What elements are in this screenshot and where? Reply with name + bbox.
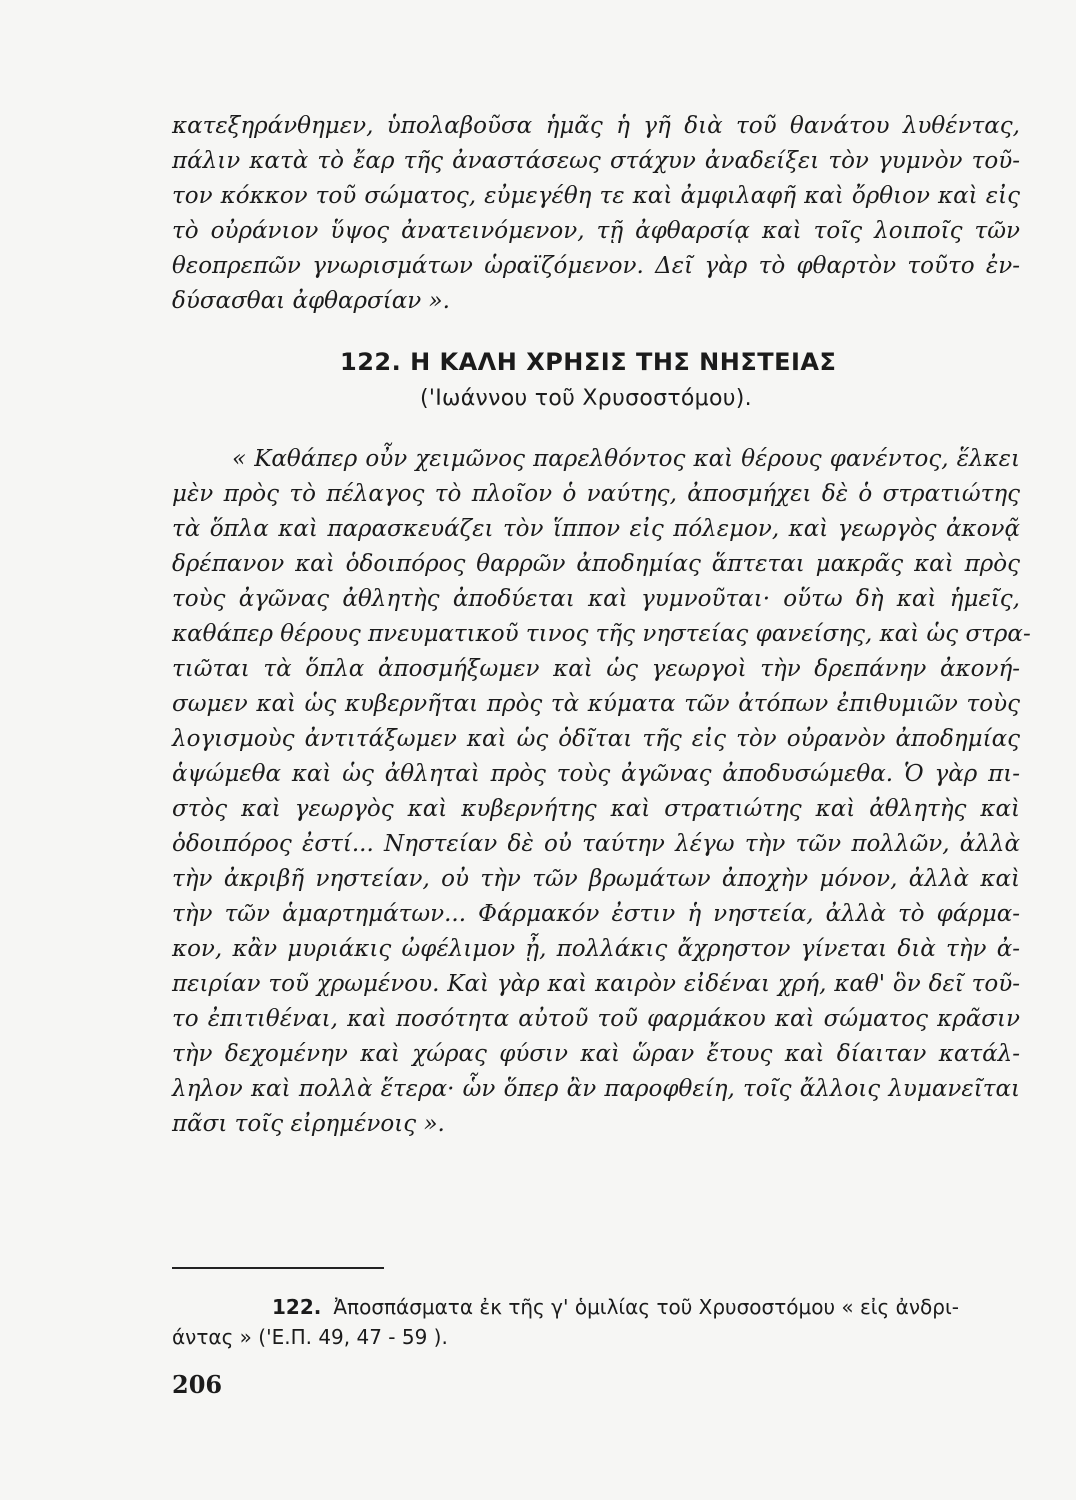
paragraph-2-line: στὸς καὶ γεωργὸς καὶ κυβερνήτης καὶ στρατιώτης καὶ ἀθλητὴς καὶ <box>172 796 1020 822</box>
paragraph-2-line: τὴν δεχομένην καὶ χώρας φύσιν καὶ ὥραν ἔτους καὶ δίαιταν κατάλ- <box>172 1041 1020 1067</box>
paragraph-2-line: λογισμοὺς ἀντιτάξωμεν καὶ ὡς ὁδῖται τῆς εἰς τὸν οὐρανὸν ἀποδημίας <box>172 726 1020 752</box>
footnote-separator <box>172 1267 384 1269</box>
paragraph-2-line: πειρίαν τοῦ χρωμένου. Καὶ γὰρ καὶ καιρὸν εἰδέναι χρή, καθ' ὃν δεῖ τοῦ- <box>172 971 1020 997</box>
paragraph-2-line: τοὺς ἀγῶνας ἀθλητὴς ἀποδύεται καὶ γυμνοῦται· οὕτω δὴ καὶ ἡμεῖς, <box>172 586 1020 612</box>
paragraph-2-line: τὴν ἀκριβῆ νηστείαν, οὐ τὴν τῶν βρωμάτων ἀποχὴν μόνον, ἀλλὰ καὶ <box>172 866 1020 892</box>
footnote-number: 122. <box>272 1295 322 1319</box>
footnote-text: Ἀποσπάσματα ἐκ τῆς γ' ὁμιλίας τοῦ Χρυσοστόμου « εἰς ἀνδρι- <box>333 1295 959 1319</box>
page-number: 206 <box>172 1370 223 1399</box>
paragraph-1-line: πάλιν κατὰ τὸ ἔαρ τῆς ἀναστάσεως στάχυν ἀναδείξει τὸν γυμνὸν τοῦ- <box>172 148 1020 174</box>
paragraph-2-line: κον, κἂν μυριάκις ὠφέλιμον ᾖ, πολλάκις ἄχρηστον γίνεται διὰ τὴν ἀ- <box>172 936 1020 962</box>
section-subheading: ('Ιωάννου τοῦ Χρυσοστόμου). <box>420 386 752 411</box>
paragraph-1-line: τον κόκκον τοῦ σώματος, εὐμεγέθη τε καὶ ἀμφιλαφῆ καὶ ὄρθιον καὶ εἰς <box>172 183 1020 209</box>
paragraph-2-line: σωμεν καὶ ὡς κυβερνῆται πρὸς τὰ κύματα τῶν ἀτόπων ἐπιθυμιῶν τοὺς <box>172 691 1020 717</box>
paragraph-2-line: το ἐπιτιθέναι, καὶ ποσότητα αὐτοῦ τοῦ φαρμάκου καὶ σώματος κρᾶσιν <box>172 1006 1020 1032</box>
section-heading: 122. Η ΚΑΛΗ ΧΡΗΣΙΣ ΤΗΣ ΝΗΣΤΕΙΑΣ <box>340 348 837 376</box>
paragraph-2-line: ὁδοιπόρος ἐστί... Νηστείαν δὲ οὐ ταύτην λέγω τὴν τῶν πολλῶν, ἀλλὰ <box>172 831 1020 857</box>
paragraph-2-line: τὴν τῶν ἁμαρτημάτων... Φάρμακόν ἐστιν ἡ νηστεία, ἀλλὰ τὸ φάρμα- <box>172 901 1020 927</box>
paragraph-2-line: τὰ ὅπλα καὶ παρασκευάζει τὸν ἵππον εἰς πόλεμον, καὶ γεωργὸς ἀκονᾷ <box>172 516 1020 542</box>
paragraph-2-line: καθάπερ θέρους πνευματικοῦ τινος τῆς νηστείας φανείσης, καὶ ὡς στρα- <box>172 621 1031 647</box>
paragraph-1-line: τὸ οὐράνιον ὕψος ἀνατεινόμενον, τῇ ἀφθαρσίᾳ καὶ τοῖς λοιποῖς τῶν <box>172 218 1020 244</box>
paragraph-2-line: ἁψώμεθα καὶ ὡς ἀθληταὶ πρὸς τοὺς ἀγῶνας ἀποδυσώμεθα. Ὁ γὰρ πι- <box>172 761 1020 787</box>
paragraph-2-line: « Καθάπερ οὖν χειμῶνος παρελθόντος καὶ θέρους φανέντος, ἕλκει <box>232 446 1020 472</box>
paragraph-2-line: δρέπανον καὶ ὁδοιπόρος θαρρῶν ἀποδημίας ἅπτεται μακρᾶς καὶ πρὸς <box>172 551 1020 577</box>
footnote-line: άντας » ('Ε.Π. 49, 47 - 59 ). <box>172 1325 448 1349</box>
footnote-line <box>172 1290 1020 1324</box>
paragraph-2-line: ληλον καὶ πολλὰ ἕτερα· ὧν ὅπερ ἂν παροφθείη, τοῖς ἄλλοις λυμανεῖται <box>172 1076 1020 1102</box>
paragraph-2-line: μὲν πρὸς τὸ πέλαγος τὸ πλοῖον ὁ ναύτης, ἀποσμήχει δὲ ὁ στρατιώτης <box>172 481 1020 507</box>
paragraph-2-line: πᾶσι τοῖς εἰρημένοις ». <box>172 1111 445 1137</box>
paragraph-1-line: δύσασθαι ἀφθαρσίαν ». <box>172 288 450 314</box>
paragraph-1-line: κατεξηράνθημεν, ὑπολαβοῦσα ἡμᾶς ἡ γῆ διὰ τοῦ θανάτου λυθέντας, <box>172 113 1020 139</box>
paragraph-2-line: τιῶται τὰ ὅπλα ἀποσμήξωμεν καὶ ὡς γεωργοὶ τὴν δρεπάνην ἀκονή- <box>172 656 1020 682</box>
paragraph-1-line: θεοπρεπῶν γνωρισμάτων ὡραϊζόμενον. Δεῖ γὰρ τὸ φθαρτὸν τοῦτο ἐν- <box>172 253 1020 279</box>
